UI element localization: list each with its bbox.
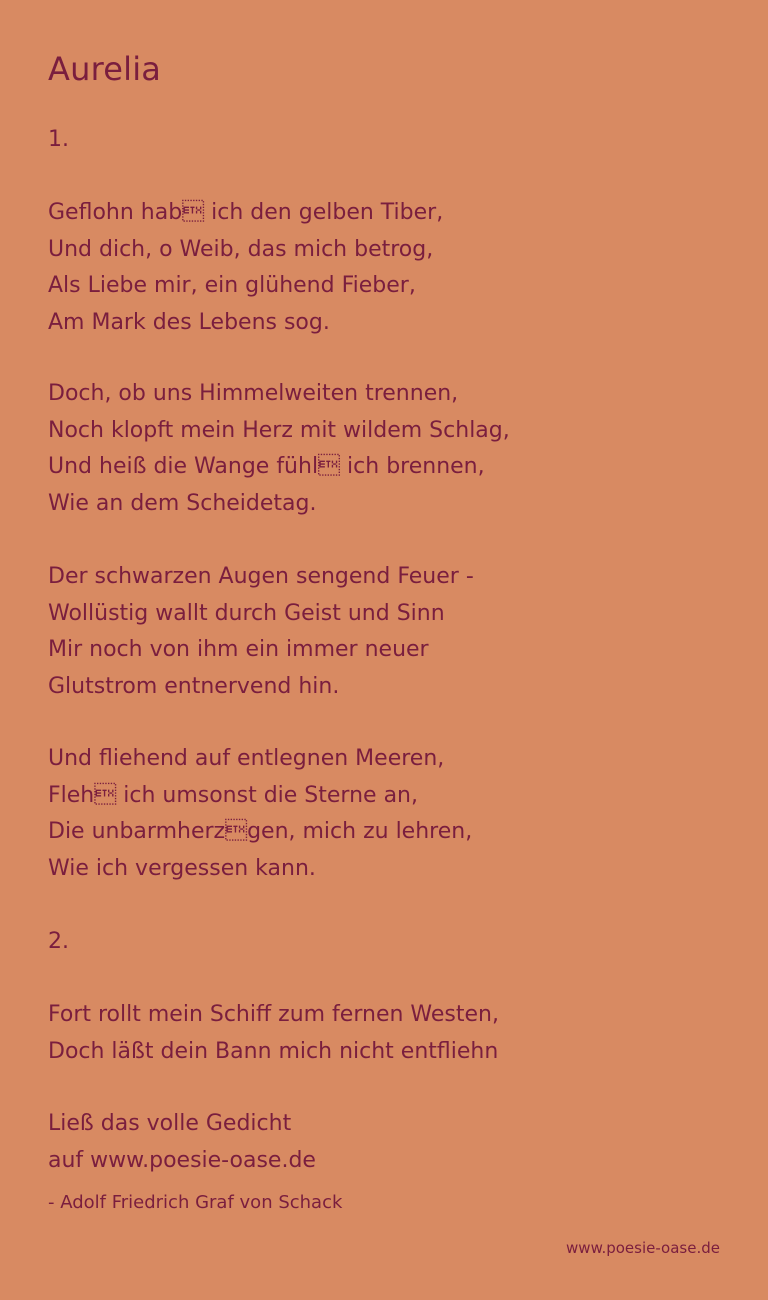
poem-line: Und dich, o Weib, das mich betrog, (48, 236, 434, 262)
poem-line: Als Liebe mir, ein glühend Fieber, (48, 273, 416, 298)
poem-line: Am Mark des Lebens sog. (48, 309, 330, 335)
poem-line: Und fliehend auf entlegnen Meeren, (48, 746, 445, 771)
stanza-3 (48, 559, 474, 705)
poem-line: Die unbarmherzgen, mich zu lehren, (48, 819, 473, 844)
poem-line: Der schwarzen Augen sengend Feuer - (48, 564, 474, 589)
stanza-1 (48, 195, 443, 341)
poem-line: Noch klopft mein Herz mit wildem Schlag, (48, 417, 510, 443)
author-credit: - Adolf Friedrich Graf von Schack (48, 1192, 343, 1213)
poem-line: Wie ich vergessen kann. (48, 855, 316, 881)
stanza-2 (48, 376, 510, 522)
poem-line: Wollüstig wallt durch Geist und Sinn (48, 600, 445, 626)
read-full-poem-note (48, 1106, 316, 1179)
cta-line-2: auf www.poesie-oase.de (48, 1147, 316, 1173)
poem-title: Aurelia (48, 50, 162, 88)
poem-line: Und heiß die Wange fühl ich brennen, (48, 454, 485, 479)
poem-card (48, 0, 738, 1300)
footer-url: www.poesie-oase.de (566, 1239, 720, 1257)
poem-line: Doch, ob uns Himmelweiten trennen, (48, 381, 459, 406)
stanza-4 (48, 741, 472, 887)
cta-line-1: Ließ das volle Gedicht (48, 1111, 292, 1136)
poem-line: Mir noch von ihm ein immer neuer (48, 637, 429, 662)
section-number-2: 2. (48, 929, 69, 954)
section-number-1: 1. (48, 127, 69, 152)
poem-line: Geflohn hab ich den gelben Tiber, (48, 200, 444, 225)
stanza-5 (48, 997, 499, 1070)
poem-line: Fleh ich umsonst die Sterne an, (48, 782, 418, 808)
poem-line: Wie an dem Scheidetag. (48, 490, 317, 516)
poem-line: Doch läßt dein Bann mich nicht entfliehn (48, 1038, 499, 1064)
poem-line: Glutstrom entnervend hin. (48, 673, 340, 699)
poem-line: Fort rollt mein Schiff zum fernen Westen, (48, 1002, 499, 1027)
